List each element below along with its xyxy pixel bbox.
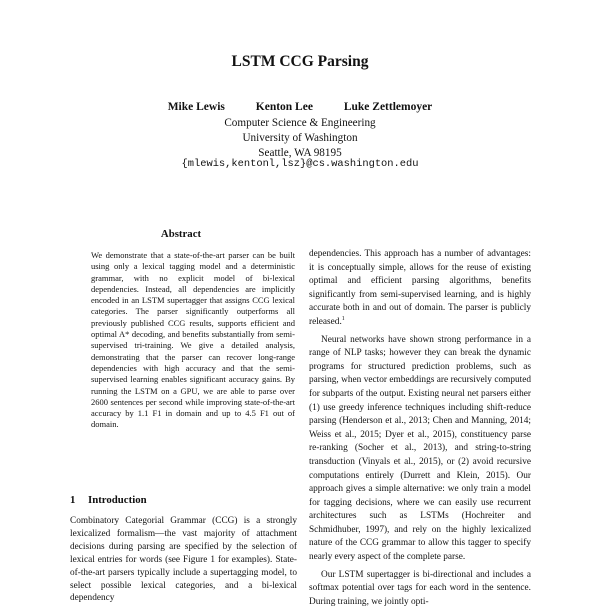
paragraph-text: dependencies. This approach has a number of advantages: it is conceptually simple, allows for the reuse of existing optimal and efficient parsing algorithms, benefits significantly from semi-supervised learning, and is highly accurate both in and out of domain. The parser is publicly released.	[309, 249, 531, 327]
affiliation	[0, 116, 600, 161]
abstract-heading: Abstract	[160, 228, 202, 240]
author-list	[0, 101, 600, 113]
body-paragraph	[309, 248, 531, 330]
abstract-text: We demonstrate that a state-of-the-art parser can be built using only a lexical tagging model and a deterministic grammar, with no explicit model of bi-lexical dependencies. Instead, all dependencies are implicitly encoded in an LSTM supertagger that assigns CCG lexical categories. The parser significantly outperforms all previously published CCG results, supports efficient and optimal A* decoding, and benefits substantially from semi-supervised tri-training. We give a detailed analysis, demonstrating that the parser can recover long-range dependencies with high accuracy and that the semi-supervised learning enables significant accuracy gains. By running the LSTM on a GPU, we are able to parse over 2600 sentences per second while improving state-of-the-art accuracy by 1.1 F1 in domain and up to 4.5 F1 out of domain.	[91, 250, 295, 430]
body-paragraph: Our LSTM supertagger is bi-directional and includes a softmax potential over tags for each word in the sentence. During training, we jointly opti-	[309, 569, 531, 607]
body-paragraph: Neural networks have shown strong performance in a range of NLP tasks; however they can break the dynamic programs for structured prediction problems, such as parsing, when vector embeddings are recursively computed for subparts of the output. Existing neural net parsers either (1) use greedy inference techniques including shift-reduce parsing (Henderson et al., 2013; Chen and Manning, 2014; Weiss et al., 2015; Dyer et al., 2015), constituency parse re-ranking (Socher et al., 2013), and string-to-string transduction (Vinyals et al., 2015), or (2) avoid recursive computations entirely (Durrett and Klein, 2015). Our approach gives a simple alternative: we only train a model for tagging decisions, where we can easily use recurrent architectures such as LSTMs (Hochreiter and Schmidhuber, 1997), and rely on the highly lexicalized nature of the CCG grammar to allow this tagger to specify nearly every aspect of the complete parse.	[309, 334, 531, 563]
intro-left-text: Combinatory Categorial Grammar (CCG) is a strongly lexicalized formalism—the vast majority of attachment decisions during parsing are specified by the selection of lexical entries for words (see Figure 1 for examples). State-of-the-art parsers typically include a supertagging model, to select possible lexical categories, and a bi-lexical dependency	[70, 516, 297, 604]
paper-title: LSTM CCG Parsing	[231, 53, 369, 70]
author-name: Kenton Lee	[255, 101, 313, 113]
section-heading	[70, 494, 310, 506]
affiliation-department: Computer Science & Engineering	[224, 117, 376, 129]
author-email: {mlewis,kentonl,lsz}@cs.washington.edu	[181, 158, 419, 170]
affiliation-university: University of Washington	[242, 132, 358, 144]
author-name: Mike Lewis	[167, 101, 225, 113]
affiliation-address: Seattle, WA 98195	[258, 147, 342, 159]
footnote-marker: 1	[341, 315, 345, 322]
section-title: Introduction	[88, 494, 147, 506]
right-column	[309, 248, 531, 609]
section-number: 1	[70, 494, 76, 506]
author-name: Luke Zettlemoyer	[343, 101, 433, 113]
